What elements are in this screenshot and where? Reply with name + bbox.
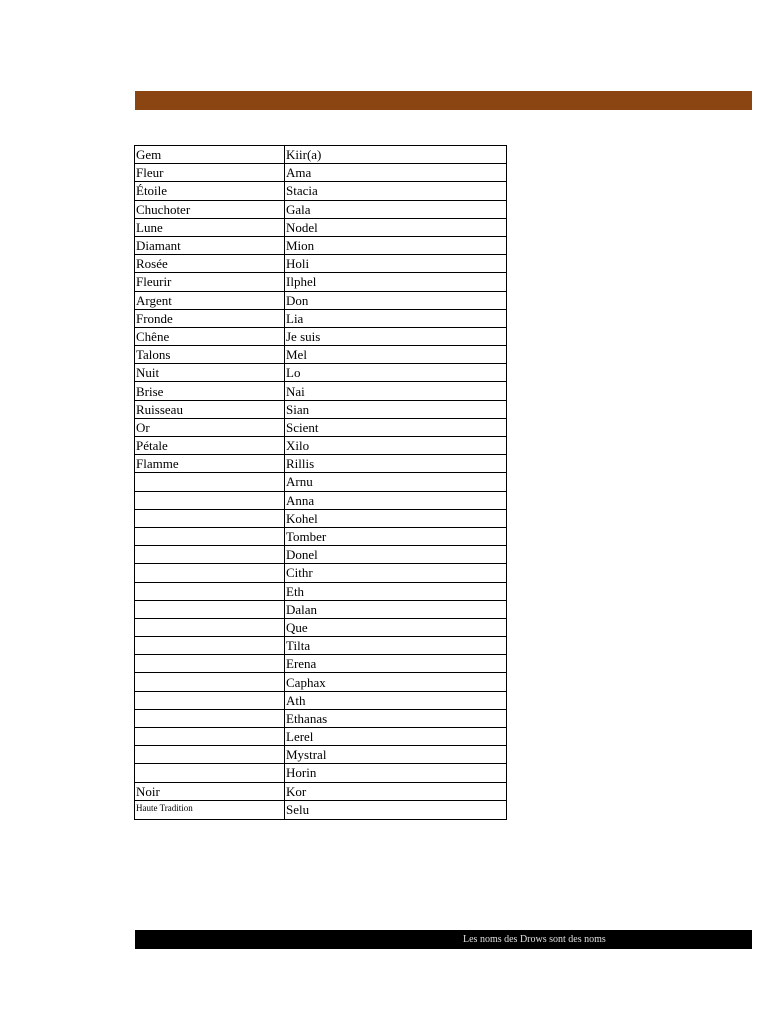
table-row <box>135 437 507 455</box>
table-cell-drow-name: Tomber <box>285 527 507 545</box>
table-row <box>135 200 507 218</box>
table-cell-drow-name: Lo <box>285 364 507 382</box>
table-cell-term: Diamant <box>135 236 285 254</box>
table-row <box>135 564 507 582</box>
table-cell-term: Chuchoter <box>135 200 285 218</box>
table-cell-drow-name: Ath <box>285 691 507 709</box>
table-cell-drow-name: Cithr <box>285 564 507 582</box>
table-cell-term: Lune <box>135 218 285 236</box>
footer-text: Les noms des Drows sont des noms <box>463 934 606 945</box>
table-cell-term: Fleur <box>135 164 285 182</box>
table-row <box>135 291 507 309</box>
table-cell-drow-name: Arnu <box>285 473 507 491</box>
table-cell-term <box>135 709 285 727</box>
table-row <box>135 382 507 400</box>
table-row <box>135 764 507 782</box>
table-cell-term <box>135 673 285 691</box>
table-cell-term <box>135 728 285 746</box>
table-row <box>135 164 507 182</box>
table-cell-term <box>135 564 285 582</box>
table-cell-term <box>135 473 285 491</box>
table-row <box>135 236 507 254</box>
table-cell-drow-name: Rillis <box>285 455 507 473</box>
table-cell-drow-name: Mel <box>285 346 507 364</box>
table-row <box>135 527 507 545</box>
table-row <box>135 255 507 273</box>
table-cell-term: Étoile <box>135 182 285 200</box>
table-cell-drow-name: Mion <box>285 236 507 254</box>
table-row <box>135 182 507 200</box>
table-row <box>135 418 507 436</box>
table-row <box>135 673 507 691</box>
table-row <box>135 473 507 491</box>
table-cell-term: Haute Tradition <box>135 800 285 819</box>
table-row <box>135 218 507 236</box>
table-row <box>135 728 507 746</box>
table-row <box>135 709 507 727</box>
table-row <box>135 691 507 709</box>
table-cell-term <box>135 637 285 655</box>
table-cell-term <box>135 746 285 764</box>
table-row <box>135 746 507 764</box>
table-cell-drow-name: Lia <box>285 309 507 327</box>
table-cell-term <box>135 618 285 636</box>
table-cell-term <box>135 509 285 527</box>
table-cell-term: Fleurir <box>135 273 285 291</box>
table-cell-drow-name: Dalan <box>285 600 507 618</box>
table-cell-term: Argent <box>135 291 285 309</box>
table-row <box>135 455 507 473</box>
table-cell-term: Pétale <box>135 437 285 455</box>
table-cell-drow-name: Ethanas <box>285 709 507 727</box>
table-cell-term <box>135 527 285 545</box>
table-cell-term <box>135 764 285 782</box>
table-cell-term: Talons <box>135 346 285 364</box>
table-row <box>135 400 507 418</box>
table-cell-term: Brise <box>135 382 285 400</box>
table-cell-term <box>135 491 285 509</box>
table-cell-drow-name: Nodel <box>285 218 507 236</box>
table-cell-drow-name: Ama <box>285 164 507 182</box>
table-cell-drow-name: Anna <box>285 491 507 509</box>
table-cell-term: Or <box>135 418 285 436</box>
table-cell-drow-name: Lerel <box>285 728 507 746</box>
table-cell-drow-name: Ilphel <box>285 273 507 291</box>
table-body <box>135 146 507 820</box>
table-row <box>135 364 507 382</box>
table-cell-drow-name: Eth <box>285 582 507 600</box>
table-cell-term: Rosée <box>135 255 285 273</box>
table-cell-drow-name: Mystral <box>285 746 507 764</box>
table-row <box>135 600 507 618</box>
table-cell-drow-name: Kiir(a) <box>285 146 507 164</box>
table-cell-drow-name: Nai <box>285 382 507 400</box>
table-cell-drow-name: Gala <box>285 200 507 218</box>
table-row <box>135 491 507 509</box>
table-cell-drow-name: Que <box>285 618 507 636</box>
table-cell-term: Noir <box>135 782 285 800</box>
table-row <box>135 309 507 327</box>
name-table <box>134 145 507 820</box>
table-cell-term: Gem <box>135 146 285 164</box>
table-cell-term: Chêne <box>135 327 285 345</box>
table-cell-term <box>135 691 285 709</box>
table-cell-term <box>135 600 285 618</box>
header-bar <box>135 91 752 110</box>
table-cell-drow-name: Donel <box>285 546 507 564</box>
table-cell-drow-name: Kohel <box>285 509 507 527</box>
table-cell-drow-name: Tilta <box>285 637 507 655</box>
table-cell-term: Flamme <box>135 455 285 473</box>
table-row <box>135 327 507 345</box>
table-cell-term <box>135 582 285 600</box>
table-cell-drow-name: Sian <box>285 400 507 418</box>
table-cell-drow-name: Xilo <box>285 437 507 455</box>
table-row <box>135 618 507 636</box>
table-cell-drow-name: Stacia <box>285 182 507 200</box>
table-row <box>135 546 507 564</box>
table-cell-drow-name: Erena <box>285 655 507 673</box>
table-cell-drow-name: Selu <box>285 800 507 819</box>
table-row <box>135 146 507 164</box>
table-cell-term: Fronde <box>135 309 285 327</box>
table-row <box>135 637 507 655</box>
table-cell-term: Nuit <box>135 364 285 382</box>
table-row <box>135 782 507 800</box>
table-row <box>135 582 507 600</box>
table-cell-drow-name: Kor <box>285 782 507 800</box>
table-cell-drow-name: Holi <box>285 255 507 273</box>
table-cell-drow-name: Horin <box>285 764 507 782</box>
table-row <box>135 800 507 819</box>
table-row <box>135 509 507 527</box>
table-row <box>135 273 507 291</box>
table-cell-term <box>135 546 285 564</box>
table-row <box>135 346 507 364</box>
table-cell-term: Ruisseau <box>135 400 285 418</box>
table-cell-drow-name: Don <box>285 291 507 309</box>
table-cell-term <box>135 655 285 673</box>
table-cell-drow-name: Scient <box>285 418 507 436</box>
footer-bar <box>135 930 752 949</box>
table-cell-drow-name: Je suis <box>285 327 507 345</box>
table-row <box>135 655 507 673</box>
table-cell-drow-name: Caphax <box>285 673 507 691</box>
